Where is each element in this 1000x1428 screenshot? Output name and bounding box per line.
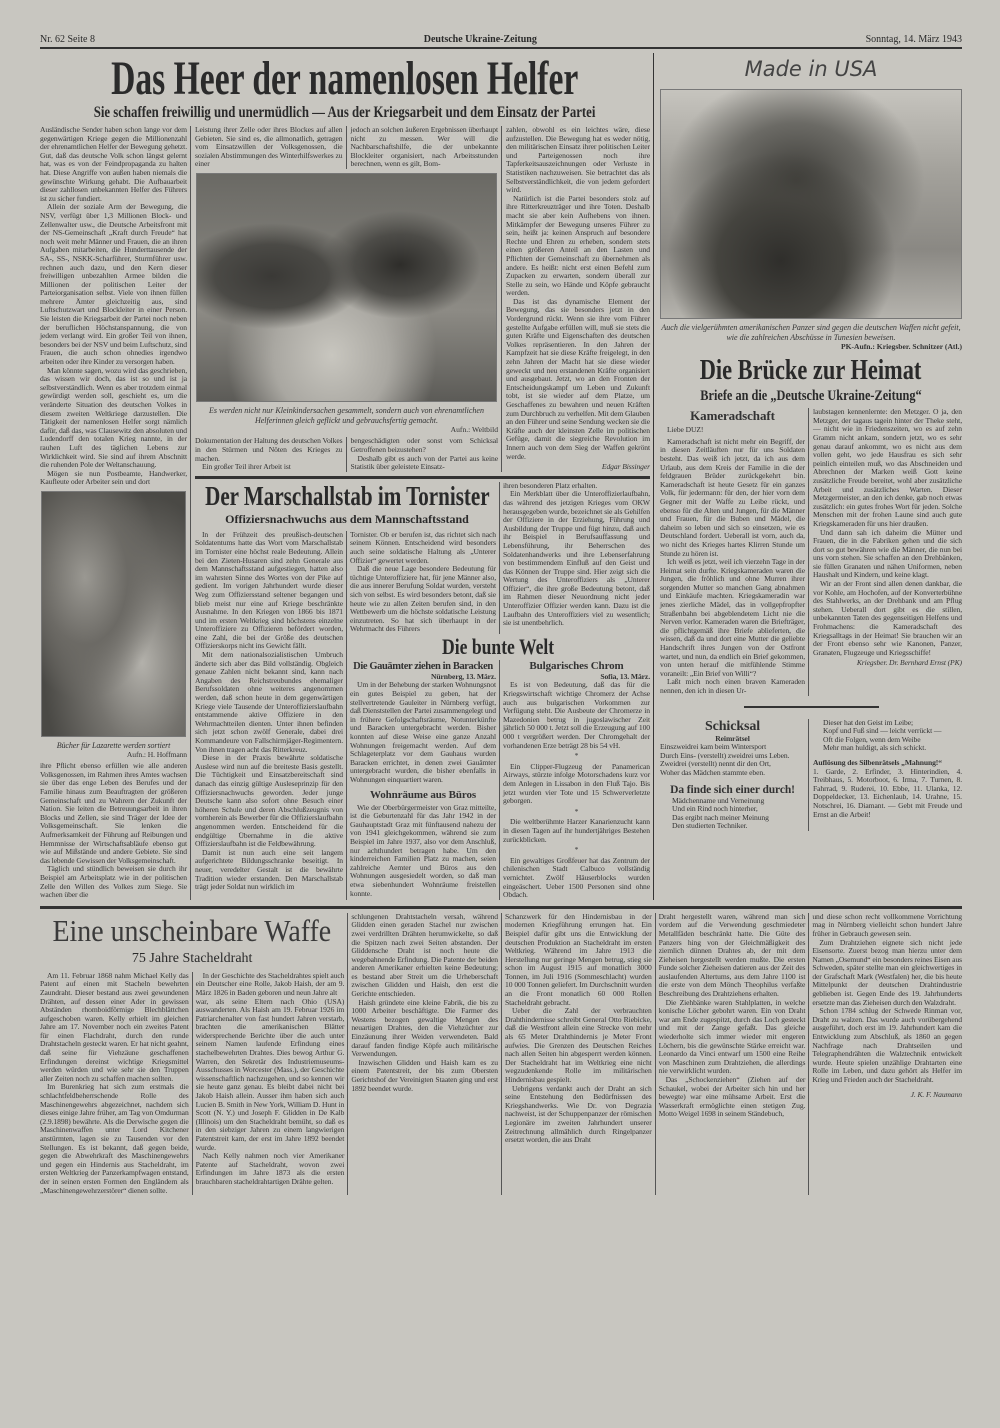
marschall-col2: [195, 531, 346, 900]
salutation: Liebe DUZ!: [667, 425, 704, 435]
paragraph: Damit ist nun auch eine seit langem aufgerichtete Bildungsschranke beseitigt. In neuer, veredelter Gestalt ist die bewährte Tradition wieder erstanden. Den Marschallstab trägt jeder Soldat nun wirklich im: [195, 847, 343, 892]
paragraph: Wir an der Front sind allen denen dankbar, die vor Kohle, am Hochofen, auf der Konverterbühne des Stahlwerks, an der Drehbank und am Pflug stehen. Ueberall dort gibt es die stillen, unbekannten Taten des gegenseitigen Helfens und Frohmachens: die Kameradschaft des Kriegsalltags in der Heimat! Sie brauchen wir an der Front ebenso sehr wie Kanonen, Panzer, Granaten, Flugzeuge und Kriegsschiffe!: [813, 579, 962, 657]
left-body: [40, 126, 650, 900]
poem-line: Woher das Mädchen stammte eben.: [660, 767, 765, 777]
paragraph: war, als seine Eltern nach Ohio (USA) auswanderten. Als Haish am 19. Februar 1926 im Patriarchenalter von fast hundert Jahren verstarb, brachten die amerikanischen Blätter widersprechende Berichte über die auch unter seinem Namen laufende Erfindung eines stachelbewehrten Drahtes. Dies bewog Arthur G. Warren, den Sekretär des Industriemuseums-Ausschusses in Worcester (Mass.), der Geschichte wissenschaftlich nachzugehen, und so kennen wir sie heute ganz genau. Es bleibt dabei nicht bei Jakob Haish allein. Ausser ihm haben sich auch Lucien B. Smith in New York, William D. Hunt in Scott (N. Y.) und Joseph F. Glidden in De Kalb (Illinois) um den Stacheldraht bemüht, so daß es in den siebziger Jahren zu einem langwierigen Patentstreit kam, der erst im Jahre 1892 beendet wurde.: [195, 996, 345, 1152]
poem-line: Dieser hat den Geist im Leibe;: [823, 717, 913, 727]
poem-line: Durch Eins- (verstellt) zweidrei ums Leben.: [660, 750, 790, 760]
marschall-title: Der Marschallstab im Tornister: [204, 481, 490, 512]
paragraph: jedoch an solchen äußeren Ergebnissen überhaupt nicht zu messen. Wer will die Nachbarschaftshilfe, die der unbekannte Blockleiter organisiert, nach Arbeitsstunden berechnen, wenn es gilt, Bom-: [350, 125, 498, 169]
paragraph: Dokumentation der Haltung des deutschen Volkes in den Stürmen und Nöten des Krieges zu machen.: [195, 436, 343, 463]
marschall-heading: [195, 482, 499, 531]
masthead-issue: Nr. 62 Seite 8: [40, 34, 95, 45]
poem-line: Einszweidrei kam beim Wintersport: [660, 742, 767, 752]
helfer-subtitle-wrap: [40, 103, 650, 123]
separator-star: *: [574, 806, 579, 816]
paragraph: In der Frühzeit des preußisch-deutschen Soldatentums hatte das Wort vom Marschallstab im Tornister eine höchst reale Bedeutung. Allein bei den Zieten-Husaren sind zehn Generale aus dem Mannschaftsstand aufgestiegen, hatten also im wahrsten Sinne des Wortes von der Pike auf gedient. Im vorigen Jahrhundert wurde dieser Weg zum Offiziersstand seltener begangen und blieb meist nur eine auf Kriege beschränkte Ausnahme. In den Kriegen von 1866 bis 1871 und im ersten Weltkrieg sind höchstens einzelne Unteroffiziere zu Offizieren befördert worden, eine Zahl, die bei der Größe des deutschen Offizierskorps nicht ins Gewicht fällt.: [195, 529, 343, 651]
masthead-rule: [40, 47, 962, 49]
paragraph: Tornister. Ob er berufen ist, das richtet sich nach seinem Können. Entscheidend wird besonders auch seine soldatische Haltung als „Unterer Offizier“ gewertet werden.: [350, 529, 496, 565]
poem-line: Und ein Rind noch hinterher,: [672, 804, 758, 814]
sewing-photo: [196, 173, 497, 402]
waffe-title-wrap: [40, 913, 344, 949]
bruecke-author: Kriegsber. Dr. Bernhard Ernst (PK): [856, 658, 962, 668]
paragraph: Schanzwerk für den Hindernisbau in der modernen Kriegführung errungen hat. Ein Beispiel dafür gibt uns die Entwicklung der deutschen Produktion an Stacheldraht im ersten Weltkrieg. Während im Jahre 1913 die Herstellung nur geringe Mengen betrug, stieg sie schon im August 1915 auf monatlich 3000 Tonnen, im Juli 1916 (Sommeschlacht) wurden 10 000 Tonnen geliefert. Im Durchschnitt wurden an die Front monatlich 60 000 Rollen Stacheldraht gebracht.: [505, 911, 652, 1007]
raetsel-right: [809, 719, 962, 831]
paragraph: Im Burenkrieg hat sich zum erstmals die schlachtfeldbeherrschende Rolle des Maschinengewehrs abgezeichnet, nachdem sich dieses einige Jahre früher, am Tag von Omdurman (2.9.1898) bewährte. Als die Derwische gegen die Maschinenwaffen unter Lord Kitchener anstürmten, lagen sie zu Tausenden vor den Stellungen. Es ist bekannt, daß gegen beide, gegen die Abwehrkraft des Maschinengewehrs und gegen ein Hindernis aus Stacheldraht, im ersten Weltkrieg der Panzerkampfwagen entstand, der in seinen ersten Formen den Engländern als „Maschinengewehrzerstörer“ dienen sollte.: [40, 1082, 189, 1195]
paragraph: Ausländische Sender haben schon lange vor dem gegenwärtigen Kriege gegen die Millionenzahl der ehrenamtlichen Helfer der Bewegung gehetzt. Gut, daß das deutsche Volk schon längst gelernt hat, was es von der Feindpropaganda zu halten hat. Diese Angriffe von außen haben niemals die gewünschte Wirkung gehabt. Die Aufbauarbeit dieser zahllosen unbekannten Helfer des Führers ist zu sicher fundiert.: [40, 125, 187, 203]
helfer-bottom-columns: [195, 437, 498, 471]
rule: [744, 706, 879, 708]
paragraph: laubstagen kennenlernte: den Metzger. O ja, den Metzger, der tagaus tagein hinter der Theke steht, — nicht wie in Friedenszeiten, wo es auf zehn Gramm nicht ankam, sondern jetzt, wo es sehr genau darauf ankommt, wo es nicht aus dem vollen geht, wo jede Hausfrau es sich sehr peinlich einteilen muß, wo das Abschneiden und Abrechnen der Marken weiß Gott keine zusätzliche Freude bereitet, wohl aber zusätzliche Arbeit und zusätzliches Warten. Dieser Metzgermeister, an den ich denke, gab noch etwas zusätzlich: ein gutes frohes Wort für jeden. Solche Menschen mit der frohen Laune sind auch gute Kriegskameraden für uns hier draußen.: [813, 407, 962, 528]
bunte-title: Die bunte Welt: [442, 633, 555, 659]
solution-text: 1. Garde, 2. Erfinder, 3. Hinterindien, 4. Treibhaus, 5. Motorboot, 6. Irma, 7. Turnen, 8. Fahrrad, 9. Ruderei, 10. Ebbe, 11. Ulanka, 12. Doppeldecker, 13. Eichenlaub, 14. Urahne, 15. Notschrei, 16. Diamant. — Gebt mit Freude und Ernst an die Arbeit!: [813, 766, 962, 819]
waffe-grid: [40, 913, 962, 1195]
helfer-col2-bottom: [195, 437, 347, 471]
bruecke-col2: [809, 408, 962, 695]
solution-title: Auflösung des Silbenrätsels „Mahnung!“: [813, 757, 942, 767]
paragraph: Uebrigens verdankt auch der Draht an sich seine Entstehung den Bedürfnissen des Kriegshandwerks. Wie Dr. von Degrazia nachweist, ist der Schuppenpanzer der römischen Legionäre im zweiten Jahrhundert unserer Zeitrechnung allmählich durch Ringelpanzer ersetzt worden, die aus Draht: [505, 1083, 652, 1145]
books-photo-caption: Bücher für Lazarette werden sortiert: [56, 740, 171, 750]
paragraph: Am 11. Februar 1868 nahm Michael Kelly das Patent auf einen mit Stacheln bewehrten Zaundraht. Dieser bestand aus zwei gewundenen Drähten, auf dessen einer Ader in gewissen Abständen rhomboidförmige Blechblättchen aufgeschoben waren. Kelly erhielt im gleichen Jahre am 17. November noch ein zweites Patent für einen Flachdraht, durch den runde Drahtstacheln gesteckt waren. Er hat nicht geahnt, daß seine für Viehzäune geschaffenen Erfindungen dereinst wichtige Kriegsmittel werden würden und wie sehr sie den Truppen aller Zeiten noch zu schaffen machen sollten.: [40, 970, 189, 1083]
paragraph: Um in der Behebung der starken Wohnungsnot ein gutes Beispiel zu geben, hat der stellvertretende Gauleiter in Nürnberg verfügt, daß Dienststellen der Partei zusammengelegt und in frühere Gefolgschaftsräume, Notunterkünfte und Baracken untergebracht werden. Bisher konnten auf diese Weise eine ganze Anzahl Wohnungen freigemacht werden. Auf dem Schlageterplatz vor dem Gauhaus wurden Baracken errichtet, in denen zwei Gauämter untergebracht wurden, die bisher ebenfalls in Wohnungen einquartiert waren.: [350, 680, 496, 784]
poem-line: Kopf und Fuß sind — leicht verrückt —: [823, 726, 942, 736]
paragraph: Natürlich ist die Partei besonders stolz auf ihre Ritterkreuzträger und ihre Toten. Deshalb macht sie aber kein Aufhebens von ihnen. Mitkämpfer der Bewegung unseres Führer zu sein, heißt ja: keinen Anspruch auf besondere Rechte und Ehren zu erheben, sondern stets einen größeren Anteil an den Lasten und Pflichten der Gemeinschaft zu übernehmen als andere. Es heißt: nicht erst einen Befehl zum Zupacken zu erwarten, sondern überall zur Stelle zu sein, wo Hände und Köpfe gebraucht werden.: [506, 193, 650, 298]
bruecke-heading: Kameradschaft: [690, 408, 775, 424]
helfer-col2-top: [195, 126, 347, 169]
paragraph: Die weltberühmte Harzer Kanarienzucht kann in diesen Tagen auf ihr hundertjähriges Bestehen zurückblicken.: [503, 817, 650, 844]
waffe-subtitle: 75 Jahre Stacheldraht: [131, 950, 253, 966]
right-section: [654, 53, 962, 900]
raetsel-subtitle: Reimrätsel: [715, 733, 750, 743]
paragraph: Wie der Oberbürgermeister von Graz mitteilte, ist die Geburtenzahl für das Jahr 1942 in der Gauhauptstadt Graz mit fünftausend nahezu der von 1941 gleichgekommen, während sie zum Beispiel im Jahre 1937, also vor dem Anschluß, nur achthundert betragen habe. Um den kinderreichen Familien Platz zu machen, seien zahlreiche Aemter und Büros aus den Wohnungen ausgesiedelt worden, so daß man etwa siebenhundert Wohnräume freistellen konnte.: [350, 802, 496, 898]
paragraph: Daß die neue Lage besondere Bedeutung für tüchtige Unteroffiziere hat, für jene Männer also, die aus innerer Berufung Soldat wurden, versteht sich von selbst. Es wird besonders betont, daß sie heute wie zu allen Zeiten berufen sind, in den Wettbewerb um die höchste soldatische Leistung einzutreten. So hat sich überhaupt in der Wehrmacht des Führers: [350, 564, 496, 634]
bruecke-subtitle-wrap: [660, 387, 962, 405]
chrom-dateline: Sofia, 13. März.: [600, 671, 650, 681]
helfer-headline-wrap: [40, 53, 650, 103]
poem-line: Zweidrei (verstellt) nennt dir den Ort,: [660, 759, 771, 769]
paragraph: bengeschädigten oder sonst vom Schicksal Getroffenen beizustehen?: [350, 436, 498, 454]
paragraph: Es ist von Bedeutung, daß das für die Kriegswirtschaft wichtige Chromerz der Achse auch aus bulgarischen Vorkommen zur Verfügung steht. Die Ausbeute der Chromerze in Mazedonien betrug in jugoslawischer Zeit jährlich 50 000 t. Jetzt soll die Erzeugung auf 100 000 t vergrößert werden. Der Chromgehalt der vorhandenen Erze beträgt 28 bis 54 vH.: [503, 680, 650, 750]
raetsel-columns: [660, 719, 962, 831]
paragraph: zahlen, obwohl es ein leichtes wäre, diese aufzustellen. Die Bewegung hat es weder nötig, den militärischen Einsatz ihrer politischen Leiter und Parteigenossen noch ihre Tapferkeitsauszeichnungen oder Verluste in Statistiken nachzuweisen. Sie betrachtet das als Selbstverständlichkeit, die von jedem gefordert wird.: [506, 125, 650, 195]
paragraph: Mögen sie nun Postbeamte, Handwerker, Kaufleute oder Arbeiter sein und dort: [40, 468, 187, 487]
masthead: [40, 30, 962, 45]
marschall-grid: [195, 482, 650, 900]
books-photo-credit: Aufn.: H. Hoffmann: [126, 750, 187, 760]
bruecke-title-wrap: [660, 355, 962, 387]
paragraph: Haish gründete eine kleine Fabrik, die bis zu 1000 Arbeiter beschäftigte. Die Farmer des Westens bezogen gewaltige Mengen des neuartigen Drahtes, den die Viehzüchter zur Einzäunung ihrer Weiden verwendeten. Bald darauf fanden findige Köpfe auch militärische Verwendungen.: [351, 997, 498, 1059]
usa-title: Made in USA: [744, 57, 878, 81]
paragraph: Man könnte sagen, wozu wird das geschrieben, das wissen wir doch, das ist so und ist ja selbstverständlich. Wenn es aber trotzdem einmal gewürdigt werden soll, geschieht es, um die veränderte Situation des deutschen Volkes in diesem zweiten Weltkriege darzustellen. Die Tätigkeit der namenlosen Helfer sorgt nämlich dafür, daß das, was Clausewitz den absoluten und Ludendorff den totalen Krieg nannte, in der rauhen Luft des täglichen Lebens zur Wirklichkeit wird. Sie sind auf ihrem Abschnitt die ruhenden Pole der Weltanschauung.: [40, 365, 187, 470]
paragraph: Ein gewaltiges Großfeuer hat das Zentrum der chilenischen Stadt Calbuco vollständig vernichtet. Zwölf Häuserblocks wurden eingeäschert. Ueber 1500 Personen sind ohne Obdach.: [503, 855, 650, 900]
paragraph: ihren besonderen Platz erhalten.: [503, 480, 598, 490]
bruecke-col1: [660, 408, 809, 695]
poem-line: Mehr man huldigt, als sich schickt.: [823, 743, 927, 753]
waffe-title: Eine unscheinbare Waffe: [52, 912, 332, 948]
poem-line: Den studierten Techniker.: [672, 821, 748, 831]
paragraph: Ein großer Teil ihrer Arbeit ist: [202, 462, 291, 472]
waffe-subtitle-wrap: [40, 949, 344, 969]
paragraph: Das ist das dynamische Element der Bewegung, das sie besonders jetzt in den Vordergrund rückt. Wenn sie ihre vom Führer gestellte Aufgabe erfüllen will, muß sie stets die guten Kräfte und Eigenschaften des deutschen Volkes repräsentieren. In den Jahren der Kampfzeit hat sie diese Kräfte freigelegt, in den zehn Jahren der Macht hat sie diese wieder geweckt und neu erstandenen Kräfte organisiert und ausgebaut. Jetzt, wo an den Fronten der Entscheidungskampf um Leben und Zukunft tobt, ist sie wieder auf dem Platze, um Geschaffenes zu bewahren und neuen Kräften zum Durchbruch zu verhelfen. Mit dem Glauben an den Führer und seine Sendung wecken sie die Kräfte auch der kleinsten Zelle im politischen Gefüge, damit die siegreiche Revolution im Innern auch von dem Sieg der Waffen gekrönt werde.: [506, 296, 650, 461]
paragraph: Diese in der Praxis bewährte soldatische Auslese wird nun auf die breiteste Basis gestellt. Die Tüchtigkeit und Einsatzbereitschaft sind danach das einzig gültige Ausleseprinzip für den Offiziersnachwuchs geworden. Jeder junge Deutsche kann also sofort ohne Besuch einer höheren Schule und deren Abschlußzeugnis von vornherein als Bewerber für die Offizierslaufbahn angenommen werden. Entscheidend für die endgültige Übernahme in die aktive Offizierslaufbahn ist die Feldbewährung.: [195, 753, 343, 849]
waffe-col5: [655, 913, 809, 1195]
main-area: [40, 53, 962, 900]
marschall-subtitle: Offiziersnachwuchs aus dem Mannschaftsstand: [225, 512, 469, 527]
masthead-paper: Deutsche Ukraine-Zeitung: [423, 34, 537, 45]
helfer-author: Edgar Bissinger: [601, 462, 650, 472]
paragraph: Nach Kelly nahmen noch vier Amerikaner Patente auf Stacheldraht, wovon zwei Erfindungen im Jahre 1873 als die ersten brauchbaren stacheldrahtartigen Drähte gelten.: [195, 1151, 345, 1186]
rule: [195, 476, 650, 479]
raetsel-title2: Da finde sich einer durch!: [670, 783, 795, 796]
helfer-photo-block: [195, 126, 502, 472]
paragraph: Inzwischen Glidden und Haish kam es zu einem Patentstreit, der bis zum Obersten Gerichtshof der Vereinigten Staaten ging und erst 1892 beendet wurde.: [351, 1057, 498, 1093]
usa-title-wrap: [660, 53, 962, 85]
section-rule: [40, 906, 962, 909]
left-section: [40, 53, 654, 900]
middle-area: [191, 126, 650, 900]
paragraph: Schon 1784 schlug der Schwede Rinman vor, Draht zu walzen. Das wurde auch vorübergehend ausgeführt, doch erst im 19. Jahrhundert kam die Entwicklung zum Abschluß, als 1860 an gegen Nachfrage nach Drahtseilen und Telegraphendrähten die Walztechnik entwickelt wurde. Heute spielen unzählige Drahtarten eine Rolle im Leben, und dazu gehört als Helfer im Krieg und Frieden auch der Stacheldraht.: [812, 1006, 962, 1084]
poem-line: Mädchenname und Verneinung: [672, 795, 765, 805]
helfer-headline: Das Heer der namenlosen Helfer: [111, 51, 579, 105]
paragraph: schlungenen Drahtstacheln versah, während Glidden einen geraden Stachel nur zwischen zwei verdrillten Drähten herumwickelte, so daß die Spitzen nach zwei Seiten abstanden. Der Gliddensche Draht ist noch heute die wegebahnende Erfindung. Die Patente der beiden anderen Amerikaner erhielten keine Bedeutung; es bestand aber Streit um die Urheberschaft zwischen Glidden und Haish, den erst die Gerichte entschieden.: [351, 911, 498, 999]
marschall-subtitle-wrap: [195, 512, 499, 528]
paragraph: Zum Drahtziehen eignete sich nicht jede Eisensorte. Zuerst bezog man hierzu unter dem Namen „Osemund“ ein besonders reines Eisen aus Schweden, später stellte man ein gleichwertiges in der Grafschaft Mark (Westfalen) her, die bis heute Mittelpunkt der deutschen Drahtindustrie geblieben ist. Gegen Ende des 19. Jahrhunderts ersetzte man das Zieheisen durch den Walzdraht.: [812, 937, 962, 1007]
bruecke-columns: [660, 408, 962, 695]
helfer-upper: [195, 126, 650, 472]
marschall-col3: [346, 531, 499, 634]
helfer-subtitle: Sie schaffen freiwillig und unermüdlich — Aus der Kriegsarbeit und dem Einsatz der Partei: [94, 104, 596, 121]
helfer-col1: [40, 126, 191, 900]
paragraph: Kameradschaft ist nicht mehr ein Begriff, der in diesen Zeitläuften nur für uns Soldaten besteht. Das weiß ich jetzt, da ich aus dem Urlaub, aus dem Kreis der Familie in die der feldgrauen Brüder zurückgekehrt bin. Kameradschaft ist heute Gesetz für ein ganzes Volk, für jedermann: für den, der hier vorn dem Gegner mit der Waffe zu Leibe rückt, und ebenso für die Alten und Jungen, für die Männer und Frauen, für die Buben und Mädel, die daheim so leben und sich so einsetzen, wie es Deutschland fordert. Ueberall ist vorn, auch da, wo nicht des Krieges hartes Klirren Stunde um Stunde zu hören ist.: [660, 436, 805, 558]
waffe-col4: [501, 913, 655, 1195]
chrom-column: [499, 660, 650, 900]
separator-star: *: [574, 751, 579, 761]
waffe-col3: [347, 913, 501, 1195]
separator-star: *: [574, 845, 579, 855]
paragraph: Ein Clipper-Flugzeug der Panamerican Airways, stürzte infolge Motorschadens kurz vor dem Anlegen in Lissabon in den Fluß Tajo. Bis jetzt wurden vier Tote und 15 Schwerverletzte geborgen.: [503, 761, 650, 806]
paragraph: In der Geschichte des Stacheldrahtes spielt auch ein Deutscher eine Rolle, Jakob Haish, der am 9. März 1826 in Baden geboren und neun Jahre alt: [195, 970, 345, 997]
paragraph: Draht hergestellt waren, während man sich vordem auf die Verwendung geschmiedeter Metallfäden beschränkt hatte. Die Güte des Panzers hing von der Gleichmäßigkeit des ziemlich dünnen Drahtes ab, der mit dem Zieheisen hergestellt werden mußte. Die ersten Funde solcher Zieheisen datieren aus der Zeit des auslaufenden Altertums, aus dem Jahre 1100 ist die erste von dem Mönch Theophilus verfaßte Beschreibung des Drahtziehens erhalten.: [658, 911, 806, 999]
tank-photo-credit: PK-Aufn.: Kriegsber. Schnitzer (Atl.): [840, 342, 962, 352]
bruecke-subtitle: Briefe an die „Deutsche Ukraine-Zeitung“: [700, 387, 922, 404]
paragraph: Ich weiß es jetzt, weil ich vierzehn Tage in der Heimat sein durfte. Kriegskameraden waren die Jungen, die fröhlich und ohne Murren ihrer sorgenden Mutter so manchen Gang abnahmen und Einkäufe machten. Kriegskameradin war jenes zierliche Mädel, das in vollgepfropfter Straßenbahn bei abgeblendetem Licht nie die Nerven verlor. Kameraden waren die Briefträger, die pflichtgemäß ihre Briefe ablieferten, die wissen, daß da und dort eine Mutter die geliebte Handschrift ihres Jungen von der Ostfront wartet, und nun, da endlich ein Brief gekommen, von unten herauf die mitfühlende Stimme voraneilt: „Ein Brief von Willi“?: [660, 557, 805, 678]
helfer-col3-bottom: [347, 437, 499, 471]
waffe-col6: [808, 913, 962, 1195]
waffe-col1-col2: [40, 972, 344, 1195]
chrom-title: Bulgarisches Chrom: [529, 659, 624, 672]
marschall-col4: [499, 482, 650, 634]
paragraph: Täglich und stündlich beweisen sie durch ihr Beispiel am Arbeitsplatz wie in der politischen Zelle den Willen des Volkes zum Siege. Sie wachen über die: [40, 864, 187, 900]
bunte-title-wrap: [346, 634, 650, 660]
gau-title: Die Gauämter ziehen in Baracken: [353, 660, 493, 672]
paragraph: Deshalb gibt es auch von der Partei aus keine Statistik über geleistete Einsatz-: [350, 453, 498, 472]
newspaper-page: [40, 30, 962, 1195]
raetsel-title: Schicksal: [704, 718, 761, 734]
waffe-left: [40, 913, 347, 1195]
paragraph: Allein der soziale Arm der Bewegung, die NSV, verfügt über 1,3 Millionen Block- und Zellenwalter usw., die Deutsche Arbeitsfront mit der NS-Gemeinschaft „Kraft durch Freude“ hat noch weit mehr Männer und Frauen, die an ihren Aufgaben mitarbeiten, die Hunderttausende der SA-, SS-, NSKK-Scharführer, Sturmführer usw. rechnen auch dazu, und den Kern dieser freiwilligen unbezahlten Armee bilden die Millionen der politischen Leiter der Parteiorganisation selbst. Viele von ihnen füllen mehrere Ämter gleichzeitig aus, sind Luftschutzwart und Blockleiter in einer Person. Sie leisten die Kriegsarbeit der Partei noch neben der beruflichen Höchstanspannung, die von jedem verlangt wird. Ein großer Teil von ihnen, besonders bei der NSV und beim Luftschutz, sind Frauen, die auch schon ohnedies irgendwo arbeiten oder ihre Kinder zu versorgen haben.: [40, 202, 187, 367]
bunte-title-box: [347, 634, 650, 660]
paragraph: ihre Pflicht ebenso erfüllen wie alle anderen Volksgenossen, im Rahmen ihres Amtes wachsen sie über das enge Leben des Berufes und der Familie hinaus zum Beauftragten der größeren Gemeinschaft und zu Wahrern der Zukunft der Nation. Sie leiten die Betreuungsarbeit in ihren Blocks und Zellen, sie sind Träger der Idee der Volksgemeinschaft. Sie lenken die Aufmerksamkeit der Führung auf Reibungen und Hemmnisse der Wirtschaftsabläufe ebenso gut wie auf Mißstände und andere Gebiete. Sie sind das lebende Gewissen der Volksgemeinschaft.: [40, 761, 187, 865]
paragraph: und diese schon recht vollkommene Vorrichtung mag in Nürnberg vielleicht schon hundert Jahre früher in Gebrauch gewesen sein.: [812, 911, 962, 938]
paragraph: Das „Schockenziehen“ (Ziehen auf der Schaukel, wobei der Arbeiter sich hin und her bewegte) war eine mühsame Arbeit. Erst die Wasserkraft ermöglichte einen stetigen Zug. Motto Weigel 1698 in seinem Ständebuch,: [658, 1075, 806, 1119]
sewing-photo-caption: Es werden nicht nur Kleinkindersachen gesammelt, sondern auch von ehrenamtlichen Helferinnen gleich geflickt und gebrauchsfertig gemacht.: [209, 406, 484, 425]
paragraph: Ein Merkblatt über die Unteroffizierlaufbahn, das während des jetzigen Krieges vom OKW herausgegeben wurde, bezeichnet sie als Gehilfen der Offiziere in der Erziehung, Führung und Ausbildung der Truppe und fügt hinzu, daß auch ihr Beispiel in Berufsauffassung und Lebensführung, ihr Beherrschen des Soldatenhandwerks und ihre Lebenserfahrung von bestimmendem Einfluß auf den Geist und das Können der Truppe sind. Hier zeigt sich die Wertung des Unteroffiziers als „Unterer Offizier“, die ihre große Bedeutung betont, daß im Rahmen dieser Neuordnung nicht jeder Unteroffizier Offizier werden kann. Dazu ist die Laufbahn des Unteroffiziers viel zu wesentlich; sie ist unentbehrlich.: [503, 489, 650, 628]
sewing-photo-credit: Aufn.: Weltbild: [450, 425, 498, 435]
paragraph: Laßt mich noch einen braven Kameraden nennen, den ich in diesen Ur-: [660, 677, 805, 695]
helfer-col4: [502, 126, 650, 472]
poem-line: Oft die Folgen, wenn dem Weibe: [823, 734, 921, 744]
masthead-date: Sonntag, 14. März 1943: [865, 34, 962, 45]
paragraph: Und dann sah ich daheim die Mütter und Frauen, die in die Fabriken gehen und die sich dort so gut bewähren wie die Männer, die nun bei uns vorn stehen. Sie schaffen an den Drehbänken, sie füllen Granaten und nähen Uniformen, neben Haushalt und Kindern, und keine klagt.: [813, 527, 962, 580]
waffe-author: J. K. F. Naumann: [910, 1089, 962, 1099]
tank-photo: [660, 89, 962, 319]
poem-line: Das ergibt nach meiner Meinung: [672, 812, 769, 822]
paragraph: Mit dem nationalsozialistischen Umbruch änderte sich aber das Bild vollständig. Obgleich genaue Zahlen nicht bekannt sind, kann nach Angaben des Reichstreubundes ehemaliger Berufssoldaten ohne weiteres angenommen werden, daß schon heute in dem gegenwärtigen Kriege viele Tausende der Unteroffizierslaufbahn entstammende aktive Offiziere in den Wehrmachtteilen dienten. Unter ihnen befinden sich jetzt schon zwölf Generale, dabei drei Kommandeure von Fallschirmjäger-Regimentern. Von ihnen tragen acht das Ritterkreuz.: [195, 650, 343, 754]
marschall-title-wrap: [195, 482, 499, 512]
raetsel-left: [660, 719, 809, 831]
wohn-title: Wohnräume aus Büros: [369, 788, 477, 801]
tank-photo-caption: Auch die vielgerühmten amerikanischen Panzer sind gegen die deutschen Waffen nicht gefeit, wie die zahlreichen Abschüsse in Tunesien beweisen.: [661, 323, 961, 342]
paragraph: Ueber die Zahl der verbrauchten Drahthindernisse schreibt General Otto Riebicke, daß die Westfront allein eine Strecke von mehr als 65 Meter Drahthindernis je Meter Front aufwies. Die Grenzen des Deutschen Reiches nach allen Seiten hin abgesperrt werden können. Der Stacheldraht hat im Weltkrieg eine nicht wegzudenkende Rolle im militärischen Hindernisbau gespielt.: [505, 1006, 652, 1084]
gau-dateline: Nürnberg, 13. März.: [431, 671, 496, 681]
helfer-top-columns: [195, 126, 498, 169]
gau-column: [346, 660, 499, 900]
paragraph: Die Ziehbänke waren Stahlplatten, in welche konische Löcher gebohrt waren. Ein von Draht war am Ende zugespitzt, durch das Loch gesteckt und mit der Zange gefaßt. Das gleiche wiederholte sich immer wieder mit engeren Löchern, bis die gewünschte Stärke erreicht war. Leonardo da Vinci entwarf um 1500 eine Reihe von Maschinen zum Drahtziehen, die allerdings nie verwirklicht wurden.: [658, 997, 806, 1076]
helfer-col3-top: [347, 126, 499, 169]
books-photo: [41, 491, 186, 737]
paragraph: Leistung ihrer Zelle oder ihres Blockes auf allen Gebieten. Sie sind es, die allmonatlich, getragen vom Einsatzwillen der Volksgenossen, die sozialen Abstimmungen des Winterhilfswerkes zu einer: [195, 125, 343, 169]
bruecke-title: Die Brücke zur Heimat: [700, 355, 922, 387]
